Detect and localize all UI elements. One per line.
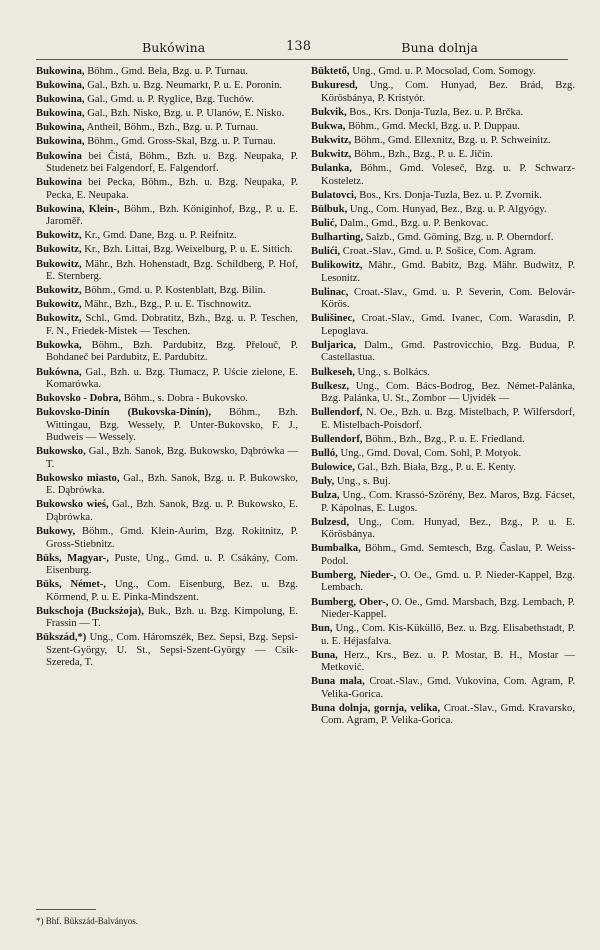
entry-details: Mähr., Bzh., Bzg., P. u. E. Tischnowitz. — [84, 299, 252, 311]
entry-details: Ung., Com. Hunyad, Bez., Bzg., P. u. E. Körösbánya. — [321, 516, 575, 541]
entry-details: Gal., Bzh. Sanok, Bzg. Bukowsko, Dąbrówka — T. — [46, 446, 298, 470]
entry — [36, 80, 298, 93]
entry — [36, 122, 298, 135]
header-right-keyword: Buna dolnja — [401, 40, 478, 55]
entry — [36, 367, 298, 392]
entry — [311, 381, 575, 406]
header-left-keyword: Bukówina — [142, 40, 206, 55]
entry-details: Böhm., Bzh., Bzg., P. u. E. Friedland. — [365, 433, 525, 445]
entry — [36, 177, 298, 202]
entry-name: Buljarica, — [311, 339, 357, 351]
entry-details: Ung., s. Bolkács. — [357, 366, 430, 378]
left-column — [36, 66, 298, 672]
entry-details: Gal., Gmd. u. P. Ryglice, Bzg. Tuchów. — [87, 94, 254, 106]
entry-details: Croat.-Slav., Gmd. Vukovina, Com. Agram, P. Velika-Gorica. — [321, 676, 575, 700]
entry-details: O. Oe., Gmd. Marsbach, Bzg. Lembach, P. Nieder-Kappel. — [321, 596, 576, 621]
entry — [311, 232, 575, 245]
entry-name: Bukowina, — [36, 80, 85, 92]
header-rule — [36, 59, 568, 60]
entry — [311, 367, 575, 380]
entry-name: Bulowice, — [311, 461, 355, 473]
entry — [311, 490, 575, 515]
entry-name: Buna, — [311, 649, 338, 661]
entry-name: Bukowsko wieś, — [36, 499, 109, 511]
entry — [36, 393, 298, 406]
entry — [311, 650, 575, 675]
entry — [36, 499, 298, 524]
entry-details: Ung., Com. Hunyad, Bez., Bzg. u. P. Algyógy. — [349, 203, 547, 215]
entry — [36, 259, 298, 284]
entry-name: Bukowina, — [36, 122, 85, 134]
entry-name: Bukowitz, — [36, 258, 82, 270]
entry — [311, 517, 575, 542]
entry-name: Buna mala, — [311, 676, 365, 688]
entry — [311, 407, 575, 432]
entry-details: Ung., s. Buj. — [336, 476, 391, 488]
entry-name: Bukowina — [36, 150, 82, 162]
entry — [311, 149, 575, 162]
entry-name: Bukuresd, — [311, 80, 358, 92]
entry — [311, 66, 575, 79]
entry — [311, 597, 575, 622]
entry — [311, 703, 575, 728]
entry-name: Bukwitz, — [311, 134, 352, 146]
entry-name: Bulišinec, — [311, 313, 355, 325]
entry-name: Buna dolnja, gornja, velika, — [311, 702, 441, 714]
entry-details: Ung., Com. Eisenburg, Bez. u. Bzg. Körmend, P. u. E. Pinka-Mindszent. — [46, 579, 298, 603]
entry-name: Bulló, — [311, 447, 338, 459]
page-header — [36, 40, 564, 58]
entry-name: Bukówna, — [36, 366, 82, 378]
entry-details: Böhm., Gmd. Gross-Skal, Bzg. u. P. Turnau. — [87, 136, 276, 148]
entry-name: Bukowina, — [36, 66, 85, 77]
entry-details: bei Čistá, Böhm., Bzh. u. Bzg. Neupaka, P. Studenetz bei Falgendorf, E. Falgendorf. — [46, 150, 298, 175]
entry-details: Böhm., Gmd. Voleseč, Bzg. u. P. Schwarz-Kosteletz. — [321, 163, 575, 187]
entry-details: Böhm., Gmd. Bela, Bzg. u. P. Turnau. — [87, 66, 248, 77]
entry-details: Croat.-Slav., Gmd. u. P. Sošice, Com. Agram. — [342, 246, 537, 258]
entry-name: Bukowitz, — [36, 244, 82, 256]
entry — [36, 299, 298, 312]
entry-name: Bukowsko, — [36, 446, 86, 458]
entry-name: Bulanka, — [311, 163, 352, 175]
entry — [36, 285, 298, 298]
entry-name: Büktető, — [311, 66, 350, 77]
entry-details: Herz., Krs., Bez. u. P. Mostar, B. H., Mostar — Metković. — [321, 649, 575, 674]
entry-details: Gal., Bzh. Sanok, Bzg. u. P. Bukowsko, E. Dąbrówka. — [46, 472, 299, 497]
entry-name: Bumberg, Nieder-, — [311, 569, 397, 581]
entry-name: Bukowy, — [36, 526, 76, 538]
entry-details: Antheil, Böhm., Bzh., Bzg. u. P. Turnau. — [86, 122, 259, 134]
entry-name: Bukovsko - Dobra, — [36, 393, 122, 405]
entry-details: Gal., Bzh. u. Bzg. Neumarkt, P. u. E. Poronin. — [87, 80, 283, 92]
entry-details: Böhm., Gmd. Semtesch, Bzg. Časlau, P. Weiss-Podol. — [321, 543, 576, 567]
entry-name: Bukowka, — [36, 339, 82, 351]
entry — [311, 313, 575, 338]
entry-details: Ung., Com. Bács-Bodrog, Bez. Német-Palánka, Bzg. Palánka, U. St., Zombor — Ujvidék — — [321, 380, 575, 405]
entry-details: Bos., Krs. Donja-Tuzla, Bez. u. P. Brčka. — [349, 106, 524, 118]
entry-details: Böhm., Bzh., Bzg., P. u. E. Jičín. — [353, 148, 493, 160]
entry-details: bei Pecka, Böhm., Bzh. u. Bzg. Neupaka, P. Pecka, E. Neupaka. — [46, 177, 298, 201]
entry — [311, 543, 575, 568]
entry-details: Böhm., Gmd. Klein-Aurim, Bzg. Rokitnitz, P. Gross-Stiebnitz. — [46, 526, 298, 550]
entry-details: Ung., Com. Krassó-Szörény, Bez. Maros, Bzg. Fácset, P. Kápolnas, E. Lugos. — [321, 490, 575, 514]
entry — [36, 94, 298, 107]
entry-name: Bukowitz, — [36, 299, 82, 311]
entry-name: Bukowina — [36, 177, 82, 189]
entry-details: Gal., Bzh. Sanok, Bzg. u. P. Bukowsko, E. Dąbrówka. — [46, 499, 299, 523]
entry-name: Bukschoja (Bucksżoja), — [36, 605, 144, 617]
entry-name: Bulharting, — [311, 231, 364, 243]
entry-details: O. Oe., Gmd. u. P. Nieder-Kappel, Bzg. Lembach. — [321, 569, 576, 594]
entry-name: Bulkesz, — [311, 380, 349, 392]
entry — [36, 136, 298, 149]
entry-name: Bulikowitz, — [311, 260, 363, 272]
entry — [36, 340, 298, 365]
entry — [36, 151, 298, 176]
entry — [36, 632, 298, 670]
entry-details: Mähr., Gmd. Babitz, Bzg. Mähr. Budwitz, P. Lesonitz. — [321, 260, 576, 284]
entry — [311, 676, 575, 701]
entry-name: Bukowitz, — [36, 230, 82, 242]
entry-name: Bulić, — [311, 217, 338, 229]
entry-details: Croat.-Slav., Gmd. Ivanec, Com. Warasdin, P. Lepoglava. — [321, 313, 575, 337]
entry-name: Bükszád,*) — [36, 632, 87, 644]
entry-details: Schl., Gmd. Dobratitz, Bzh., Bzg. u. P. Teschen, F. N., Friedek-Mistek — Teschen. — [46, 313, 298, 337]
entry — [311, 623, 575, 648]
entry — [311, 135, 575, 148]
entry — [311, 434, 575, 447]
entry-name: Bukovsko-Dinín (Bukovska-Dinín), — [36, 407, 211, 419]
entry-name: Bulići, — [311, 246, 341, 258]
entry-details: Salzb., Gmd. Göming, Bzg. u. P. Oberndorf. — [365, 231, 554, 243]
entry-details: Ung., Com. Háromszék, Bez. Sepsi, Bzg. Sepsi-Szent-György, U. St., Sepsi-Szent-György — Csik-Szereda, T. — [46, 632, 298, 669]
entry-name: Bukowina, — [36, 136, 85, 148]
entry — [36, 244, 298, 257]
entry-details: Böhm., Bzh. Königinhof, Bzg., P. u. E. Jaroměř. — [46, 203, 298, 228]
entry-name: Bumberg, Ober-, — [311, 596, 389, 608]
entry — [311, 570, 575, 595]
entry — [311, 218, 575, 231]
entry-details: Puste, Ung., Gmd. u. P. Csákány, Com. Eisenburg. — [46, 552, 298, 577]
entry-name: Bulzesd, — [311, 516, 349, 528]
entry-details: Ung., Gmd. Doval, Com. Sohl, P. Motyok. — [340, 447, 522, 459]
entry — [311, 287, 575, 312]
entry — [311, 340, 575, 365]
right-column — [311, 66, 575, 730]
entry-name: Bukowitz, — [36, 313, 82, 325]
entry — [36, 579, 298, 604]
entry — [36, 407, 298, 445]
page-number: 138 — [286, 39, 312, 54]
entry-name: Bülbuk, — [311, 203, 348, 215]
entry-name: Bulkeseh, — [311, 366, 355, 378]
entry-name: Büks, Német-, — [36, 579, 107, 591]
entry-name: Buly, — [311, 476, 335, 488]
entry — [36, 313, 298, 338]
entry — [311, 190, 575, 203]
entry — [36, 230, 298, 243]
entry-name: Bukwitz, — [311, 148, 352, 160]
entry — [36, 553, 298, 578]
entry-details: Böhm., Gmd. u. P. Kostenblatt, Bzg. Bilin. — [84, 285, 266, 297]
entry-name: Bukowsko miasto, — [36, 472, 120, 484]
entry — [36, 526, 298, 551]
entry — [36, 66, 298, 79]
entry-name: Bulinac, — [311, 286, 349, 298]
entry — [311, 107, 575, 120]
entry-details: Böhm., s. Dobra - Bukovsko. — [123, 393, 248, 405]
entry-name: Bukowina, Klein-, — [36, 203, 120, 215]
entry-name: Bukowina, — [36, 108, 85, 120]
entry-details: Buk., Bzh. u. Bzg. Kimpolung, E. Frassin — T. — [46, 605, 298, 630]
entry-name: Bulza, — [311, 490, 340, 502]
entry-details: Ung., Gmd. u. P. Mocsolad, Com. Somogy. — [352, 66, 536, 77]
entry — [311, 163, 575, 188]
entry-details: N. Oe., Bzh. u. Bzg. Mistelbach, P. Wilfersdorf, E. Mistelbach-Poisdorf. — [321, 407, 575, 431]
entry-details: Kr., Bzh. Littai, Bzg. Weixelburg, P. u. E. Sittich. — [84, 244, 293, 256]
entry-name: Bullendorf, — [311, 433, 363, 445]
footnote-rule — [36, 909, 96, 910]
entry — [311, 462, 575, 475]
entry-name: Bullendorf, — [311, 407, 363, 419]
entry-details: Dalm., Gmd. Pastrovicchio, Bzg. Budua, P. Castellastua. — [321, 339, 575, 364]
entry-details: Mähr., Bzh. Hohenstadt, Bzg. Schildberg, P. Hof, E. Sternberg. — [46, 258, 299, 283]
entry-details: Gal., Bzh. Biała, Bzg., P. u. E. Kenty. — [357, 461, 517, 473]
entry-details: Ung., Com. Kis-Küküllő, Bez. u. Bzg. Elisabethstadt, P. u. E. Héjasfalva. — [321, 623, 575, 647]
entry — [36, 108, 298, 121]
footnote: *) Bhf. Bükszád-Balványos. — [36, 916, 138, 926]
entry-details: Bos., Krs. Donja-Tuzla, Bez. u. P. Zvornik. — [359, 189, 542, 201]
entry — [311, 260, 575, 285]
entry-details: Croat.-Slav., Gmd. u. P. Severin, Com. Belovár-Körös. — [321, 286, 575, 311]
entry-details: Croat.-Slav., Gmd. Kravarsko, Com. Agram, P. Velika-Gorica. — [321, 702, 575, 727]
entry-name: Büks, Magyar-, — [36, 552, 109, 564]
entry-name: Bun, — [311, 623, 333, 635]
entry — [311, 121, 575, 134]
entry-name: Bukvik, — [311, 106, 347, 118]
entry-details: Kr., Gmd. Dane, Bzg. u. P. Reifnitz. — [84, 230, 237, 242]
entry-name: Bumbalka, — [311, 543, 361, 555]
entry-name: Bukowina, — [36, 94, 85, 106]
entry — [311, 80, 575, 105]
entry — [311, 476, 575, 489]
entry — [311, 246, 575, 259]
entry-name: Bukowitz, — [36, 285, 82, 297]
entry-details: Böhm., Bzh. Pardubitz, Bzg. Přelouč, P. Bohdaneč bei Pardubitz, E. Pardubitz. — [46, 339, 298, 364]
entry — [36, 606, 298, 631]
entry — [36, 473, 298, 498]
entry — [311, 448, 575, 461]
entry-details: Gal., Bzh. u. Bzg. Tłumacz, P. Uście zielone, E. Komarówka. — [46, 366, 298, 390]
entry — [36, 204, 298, 229]
entry-details: Dalm., Gmd., Bzg. u. P. Benkovac. — [339, 217, 489, 229]
entry-details: Böhm., Gmd. Ellexnitz, Bzg. u. P. Schweinitz. — [353, 134, 551, 146]
entry-name: Bulatovci, — [311, 189, 357, 201]
entry-details: Gal., Bzh. Nisko, Bzg. u. P. Ulanów, E. Nisko. — [87, 108, 285, 120]
entry — [36, 446, 298, 471]
entry — [311, 204, 575, 217]
entry-details: Ung., Com. Hunyad, Bez. Brád, Bzg. Körösbánya, P. Kristyór. — [321, 80, 576, 104]
entry-name: Bukwa, — [311, 120, 346, 132]
entry-details: Böhm., Gmd. Meckl, Bzg. u. P. Duppau. — [348, 120, 520, 132]
entry-details: Böhm., Bzh. Wittingau, Bzg. Wessely, P. Unter-Bukovsko, F. J., Budweis — Wessely. — [46, 407, 298, 444]
